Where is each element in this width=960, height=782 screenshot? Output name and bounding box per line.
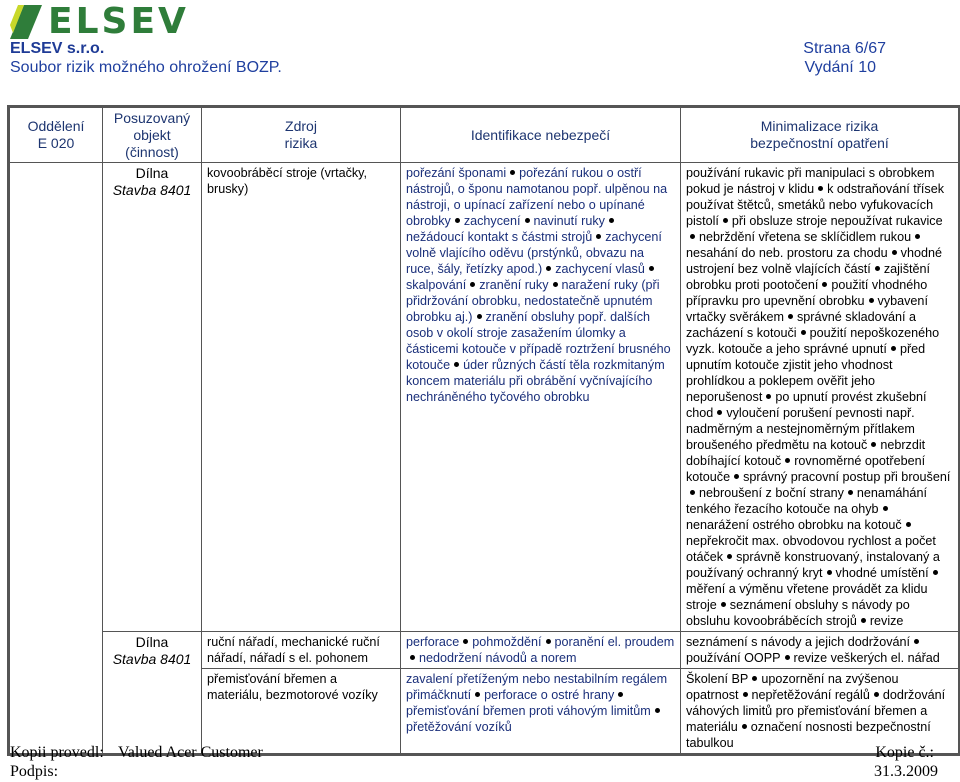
list-item: správně konstruovaný, instalovaný a používaný ochranný kryt bbox=[686, 550, 940, 580]
bullet-icon bbox=[410, 655, 415, 660]
list-item: zachycení volně vlajícího oděvu (prstýnků, obvazu na ruce, šály, řetízky apod.) bbox=[406, 230, 662, 276]
bullet-icon bbox=[463, 639, 468, 644]
list-item: vybavení vrtačky svěrákem bbox=[686, 294, 928, 324]
bullet-icon bbox=[596, 234, 601, 239]
bullet-icon bbox=[869, 298, 874, 303]
object-building: Stavba 8401 bbox=[112, 651, 192, 667]
header-department bbox=[9, 107, 103, 163]
copy-label: Kopii provedl: bbox=[10, 744, 104, 761]
table-row bbox=[9, 163, 960, 632]
list-item: označení nosnosti bezpečnostní tabulkou bbox=[686, 720, 931, 750]
document-date: 31.3.2009 bbox=[874, 763, 938, 780]
header-line: Minimalizace rizika bbox=[760, 118, 879, 134]
bullet-icon bbox=[827, 570, 832, 575]
list-item: Školení BP bbox=[686, 672, 749, 686]
header-line: Oddělení bbox=[27, 118, 85, 134]
edition: Vydání 10 bbox=[804, 59, 876, 76]
list-item: správné skladování a zacházení s kotouči bbox=[686, 310, 916, 340]
bullet-icon bbox=[766, 394, 771, 399]
bullet-icon bbox=[933, 570, 938, 575]
object-building: Stavba 8401 bbox=[112, 182, 192, 198]
logo-text: ELSEV bbox=[48, 1, 189, 42]
bullet-icon bbox=[818, 186, 823, 191]
bullet-icon bbox=[915, 234, 920, 239]
header-measures bbox=[681, 107, 960, 163]
list-item: používání OOPP bbox=[686, 651, 781, 665]
bullet-icon bbox=[649, 266, 654, 271]
list-item: nenarážení ostrého obrobku na kotouč bbox=[686, 518, 902, 532]
company-logo bbox=[10, 3, 189, 40]
bullet-icon bbox=[861, 618, 866, 623]
list-item: nepřetěžování regálů bbox=[751, 688, 870, 702]
list-item: nežádoucí kontakt s částmi strojů bbox=[406, 230, 593, 244]
logo-mark-icon bbox=[10, 5, 42, 39]
list-item: nenamáhání tenkého řezacího kotouče na ohyb bbox=[686, 486, 927, 516]
list-item: seznámení s návody a jejich dodržování bbox=[686, 635, 911, 649]
list-item: pořezání rukou o ostří nástrojů, o šponu namotanou popř. ulpěnou na nástroji, o upínací zařízení nebo o upínané obrobky bbox=[406, 166, 668, 228]
list-item: rovnoměrné opotřebení kotouče bbox=[686, 454, 926, 484]
list-item: nesahání do neb. prostoru za chodu bbox=[686, 246, 888, 260]
hazard-cell bbox=[401, 632, 681, 669]
bullet-icon bbox=[546, 639, 551, 644]
list-item: zachycení vlasů bbox=[555, 262, 645, 276]
list-item: k odstraňování třísek používat štětců, smetáků nebo vyfukovacích pistolí bbox=[686, 182, 945, 228]
bullet-icon bbox=[525, 218, 530, 223]
bullet-icon bbox=[892, 250, 897, 255]
list-item: přemisťování břemen proti váhovým limitům bbox=[406, 704, 651, 718]
bullet-icon bbox=[477, 314, 482, 319]
bullet-icon bbox=[553, 282, 558, 287]
list-item: po upnutí provést zkušební chod bbox=[686, 390, 927, 420]
bullet-icon bbox=[906, 522, 911, 527]
bullet-icon bbox=[891, 346, 896, 351]
header-object bbox=[103, 107, 202, 163]
list-item: úder různých částí těla rozkmitaným koncem materiálu při obrábění vyčnívajícího nechráněného tyčového obrobku bbox=[406, 358, 665, 404]
bullet-icon bbox=[788, 314, 793, 319]
list-item: seznámení obsluhy s návody po obsluhu kovoobráběcích strojů bbox=[686, 598, 910, 628]
bullet-icon bbox=[655, 708, 660, 713]
copy-user: Valued Acer Customer bbox=[118, 744, 263, 761]
hazard-cell bbox=[401, 669, 681, 755]
document-title: Soubor rizik možného ohrožení BOZP. bbox=[10, 59, 282, 76]
hazard-cell bbox=[401, 163, 681, 632]
list-item: používání rukavic při manipulaci s obrobkem pokud je nástroj v klidu bbox=[686, 166, 935, 196]
bullet-icon bbox=[546, 266, 551, 271]
list-item: vhodné umístění bbox=[835, 566, 929, 580]
list-item: měření a výměnu vřetene provádět za klidu stroje bbox=[686, 582, 928, 612]
bullet-icon bbox=[727, 554, 732, 559]
list-item: nebrzdit dobíhající kotouč bbox=[686, 438, 926, 468]
page-number: Strana 6/67 bbox=[803, 40, 886, 57]
bullet-icon bbox=[717, 410, 722, 415]
list-item: přetěžování vozíků bbox=[406, 720, 512, 734]
bullet-icon bbox=[822, 282, 827, 287]
list-item: při obsluze stroje nepoužívat rukavice bbox=[731, 214, 943, 228]
bullet-icon bbox=[454, 362, 459, 367]
bullet-icon bbox=[510, 170, 515, 175]
header-source bbox=[202, 107, 401, 163]
bullet-icon bbox=[690, 234, 695, 239]
list-item: zranění obsluhy popř. dalších osob v okolí stroje zasažením úlomky a částicemi kotouče v případě roztržení brusného kotouče bbox=[406, 310, 671, 372]
bullet-icon bbox=[618, 692, 623, 697]
list-item: pořezání šponami bbox=[406, 166, 507, 180]
table-row bbox=[9, 632, 960, 669]
bullet-icon bbox=[914, 639, 919, 644]
bullet-icon bbox=[848, 490, 853, 495]
header-line: (činnost) bbox=[125, 143, 179, 160]
measures-cell bbox=[681, 669, 960, 755]
list-item: nepřekročit max. obvodovou rychlost a počet otáček bbox=[686, 534, 936, 564]
source-cell: kovoobráběcí stroje (vrtačky, brusky) bbox=[202, 163, 401, 632]
table-header-row bbox=[9, 107, 960, 163]
bullet-icon bbox=[455, 218, 460, 223]
object-place: Dílna bbox=[135, 165, 169, 181]
list-item: nebrždění vřetena se sklíčidlem rukou bbox=[699, 230, 912, 244]
measures-cell bbox=[681, 632, 960, 669]
list-item: vhodné ustrojení bez volně vlajících částí bbox=[686, 246, 942, 276]
header-line: E 020 bbox=[37, 135, 75, 151]
bullet-icon bbox=[734, 474, 739, 479]
object-place: Dílna bbox=[135, 634, 169, 650]
list-item: zajištění obrobku proti pootočení bbox=[686, 262, 931, 292]
list-item: použití nepoškozeného vyzk. kotouče a jeho správné upnutí bbox=[686, 326, 940, 356]
company-name: ELSEV s.r.o. bbox=[10, 40, 105, 57]
list-item: nedodržení návodů a norem bbox=[419, 651, 577, 665]
list-item: před upnutím kotouče zjistit jeho vhodnost prohlídkou a poklepem ověřit jeho neporušenost bbox=[686, 342, 926, 404]
list-item: perforace bbox=[406, 635, 460, 649]
list-item: revize bbox=[869, 614, 904, 628]
list-item: zranění ruky bbox=[479, 278, 549, 292]
sign-label: Podpis: bbox=[10, 763, 59, 780]
object-cell bbox=[103, 163, 202, 632]
list-item: perforace o ostré hrany bbox=[484, 688, 615, 702]
object-cell bbox=[103, 632, 202, 755]
bullet-icon bbox=[470, 282, 475, 287]
bullet-icon bbox=[690, 490, 695, 495]
source-cell: ruční nářadí, mechanické ruční nářadí, nářadí s el. pohonem bbox=[202, 632, 401, 669]
header-line: rizika bbox=[284, 135, 318, 151]
dept-cell bbox=[9, 163, 103, 755]
header-line: objekt bbox=[133, 126, 171, 143]
header-line: bezpečnostní opatření bbox=[750, 135, 889, 151]
risk-table bbox=[7, 105, 960, 756]
bullet-icon bbox=[721, 602, 726, 607]
copy-number: Kopie č.: bbox=[875, 744, 934, 761]
bullet-icon bbox=[742, 724, 747, 729]
list-item: poranění el. proudem bbox=[554, 635, 675, 649]
list-item: dodržování váhových limitů pro přemisťování břemen a materiálu bbox=[686, 688, 946, 734]
bullet-icon bbox=[475, 692, 480, 697]
bullet-icon bbox=[785, 458, 790, 463]
list-item: revize veškerých el. nářad bbox=[793, 651, 940, 665]
bullet-icon bbox=[723, 218, 728, 223]
source-cell: přemisťování břemen a materiálu, bezmotorové vozíky bbox=[202, 669, 401, 755]
list-item: zavalení přetíženým nebo nestabilním regálem přimáčknutí bbox=[406, 672, 668, 702]
list-item: naražení ruky (při přidržování obrobku, nedostatečně upnutém obrobku aj.) bbox=[406, 278, 660, 324]
list-item: skalpování bbox=[406, 278, 467, 292]
header-line: Zdroj bbox=[285, 118, 317, 134]
list-item: správný pracovní postup při broušení bbox=[743, 470, 951, 484]
bullet-icon bbox=[883, 506, 888, 511]
list-item: nebroušení z boční strany bbox=[699, 486, 844, 500]
list-item: zachycení bbox=[463, 214, 521, 228]
bullet-icon bbox=[609, 218, 614, 223]
bullet-icon bbox=[752, 676, 757, 681]
bullet-icon bbox=[801, 330, 806, 335]
bullet-icon bbox=[785, 655, 790, 660]
header-hazard: Identifikace nebezpečí bbox=[401, 107, 681, 163]
list-item: použití vhodného přípravku pro upevnění obrobku bbox=[686, 278, 928, 308]
list-item: navinutí ruky bbox=[533, 214, 605, 228]
bullet-icon bbox=[871, 442, 876, 447]
list-item: vyloučení porušení pevnosti např. nadměrným a nestejnoměrným přítlakem broušeného předmětu na kotouč bbox=[686, 406, 915, 452]
bullet-icon bbox=[875, 266, 880, 271]
list-item: pohmoždění bbox=[472, 635, 542, 649]
bullet-icon bbox=[874, 692, 879, 697]
bullet-icon bbox=[743, 692, 748, 697]
header-line: Posuzovaný bbox=[113, 109, 191, 126]
list-item: upozornění na zvýšenou opatrnost bbox=[686, 672, 899, 702]
measures-cell bbox=[681, 163, 960, 632]
